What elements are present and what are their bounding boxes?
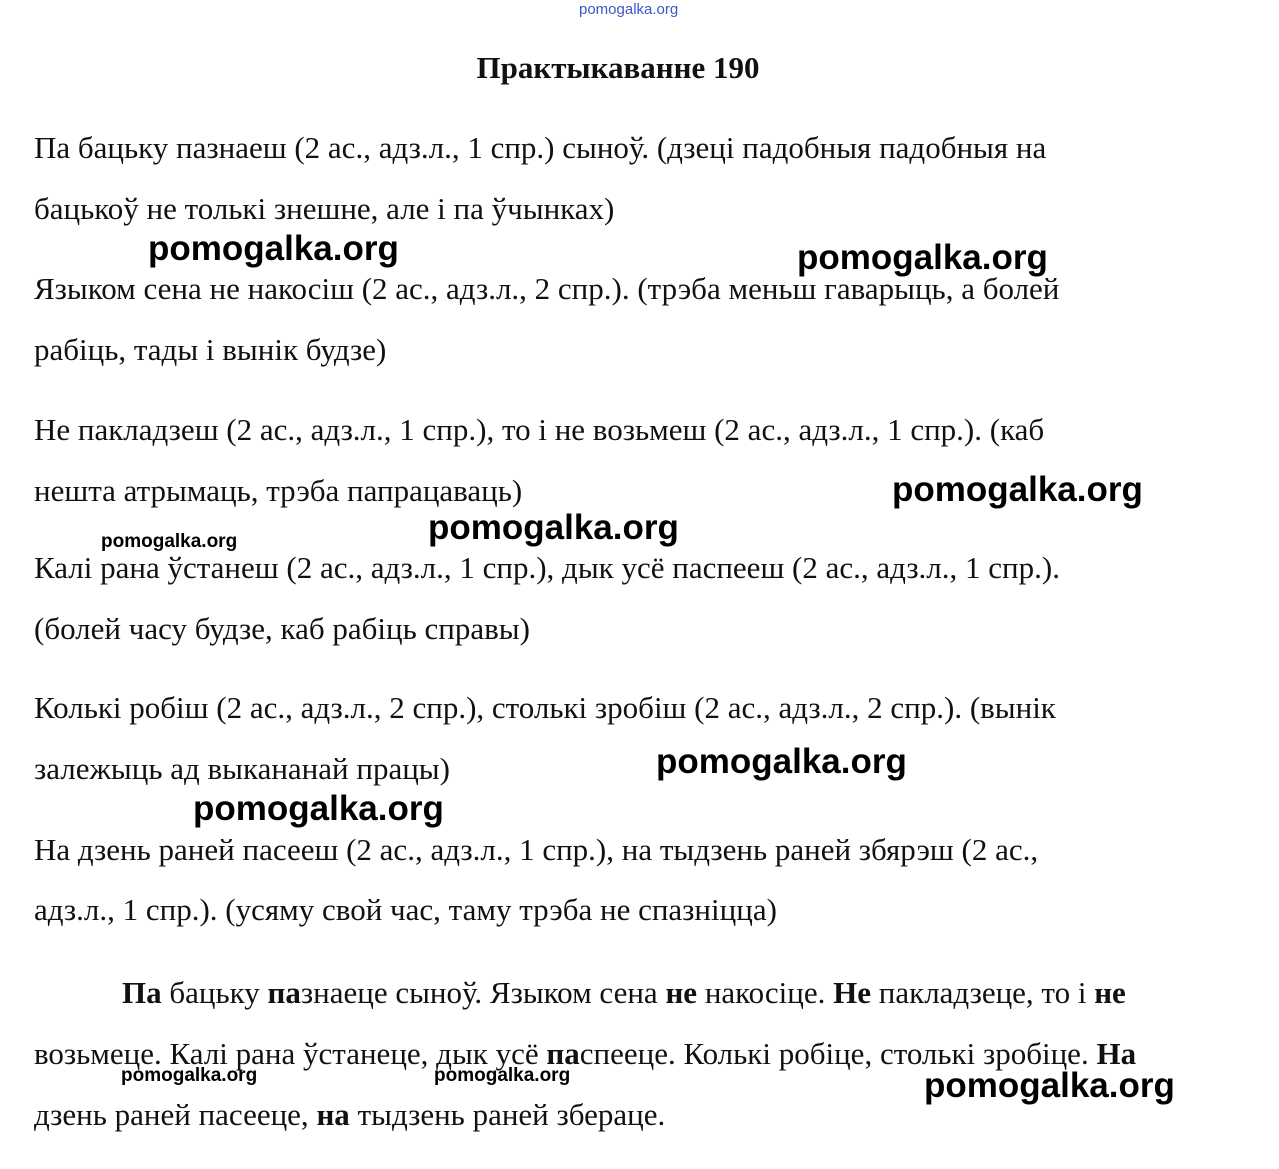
- text-line: бацькоў не толькі знешне, але і па ўчынках): [34, 191, 615, 226]
- text-fragment: знаеце сыноў. Языком сена: [300, 975, 666, 1010]
- header-watermark: pomogalka.org: [579, 1, 679, 18]
- text-line: На дзень раней пасееш (2 ас., адз.л., 1 спр.), на тыдзень раней збярэш (2 ас.,: [34, 832, 1039, 867]
- watermark: pomogalka.org: [892, 470, 1143, 509]
- bold-fragment: На: [1096, 1036, 1137, 1071]
- text-line: Калі рана ўстанеш (2 ас., адз.л., 1 спр.), дык усё паспееш (2 ас., адз.л., 1 спр.).: [34, 550, 1060, 585]
- bold-fragment: Не: [833, 975, 872, 1010]
- text-line: залежыць ад выкананай працы): [34, 751, 450, 786]
- page-title: Практыкаванне 190: [476, 50, 760, 85]
- bold-fragment: не: [665, 975, 698, 1010]
- watermark: pomogalka.org: [101, 531, 238, 552]
- text-fragment: спееце. Колькі робіце, столькі зробіце.: [579, 1036, 1097, 1071]
- bold-fragment: па: [267, 975, 301, 1010]
- watermark: pomogalka.org: [656, 742, 907, 781]
- text-line: Языком сена не накосіш (2 ас., адз.л., 2 спр.). (трэба меньш гаварыць, а болей: [34, 271, 1060, 306]
- text-line: Па бацьку пазнаеш (2 ас., адз.л., 1 спр.) сыноў. (дзеці падобныя падобныя на: [34, 130, 1047, 165]
- bold-fragment: Па: [122, 975, 162, 1010]
- text-line: рабіць, тады і вынік будзе): [34, 332, 387, 367]
- text-fragment: пакладзеце, то і: [871, 975, 1095, 1010]
- text-fragment: возьмеце. Калі рана ўстанеце, дык усё: [34, 1036, 547, 1071]
- watermark: pomogalka.org: [193, 789, 444, 828]
- watermark: pomogalka.org: [121, 1065, 258, 1086]
- watermark: pomogalka.org: [797, 238, 1048, 277]
- watermark: pomogalka.org: [434, 1065, 571, 1086]
- bold-fragment: па: [546, 1036, 580, 1071]
- watermark: pomogalka.org: [428, 508, 679, 547]
- watermark: pomogalka.org: [924, 1066, 1175, 1105]
- text-line: адз.л., 1 спр.). (усяму свой час, таму трэба не спазніцца): [34, 892, 777, 927]
- watermark: pomogalka.org: [148, 229, 399, 268]
- text-line: (болей часу будзе, каб рабіць справы): [34, 611, 530, 646]
- answer-paragraph: [34, 962, 1214, 1145]
- text-line: Колькі робіш (2 ас., адз.л., 2 спр.), столькі зробіш (2 ас., адз.л., 2 спр.). (вынік: [34, 690, 1056, 725]
- bold-fragment: на: [316, 1097, 350, 1132]
- text-fragment: дзень раней пасееце,: [34, 1097, 317, 1132]
- text-fragment: накосіце.: [697, 975, 834, 1010]
- text-fragment: тыдзень раней збераце.: [349, 1097, 666, 1132]
- text-fragment: бацьку: [161, 975, 268, 1010]
- bold-fragment: не: [1094, 975, 1126, 1010]
- text-line: Не пакладзеш (2 ас., адз.л., 1 спр.), то і не возьмеш (2 ас., адз.л., 1 спр.). (каб: [34, 412, 1045, 447]
- text-line: нешта атрымаць, трэба папрацаваць): [34, 473, 523, 508]
